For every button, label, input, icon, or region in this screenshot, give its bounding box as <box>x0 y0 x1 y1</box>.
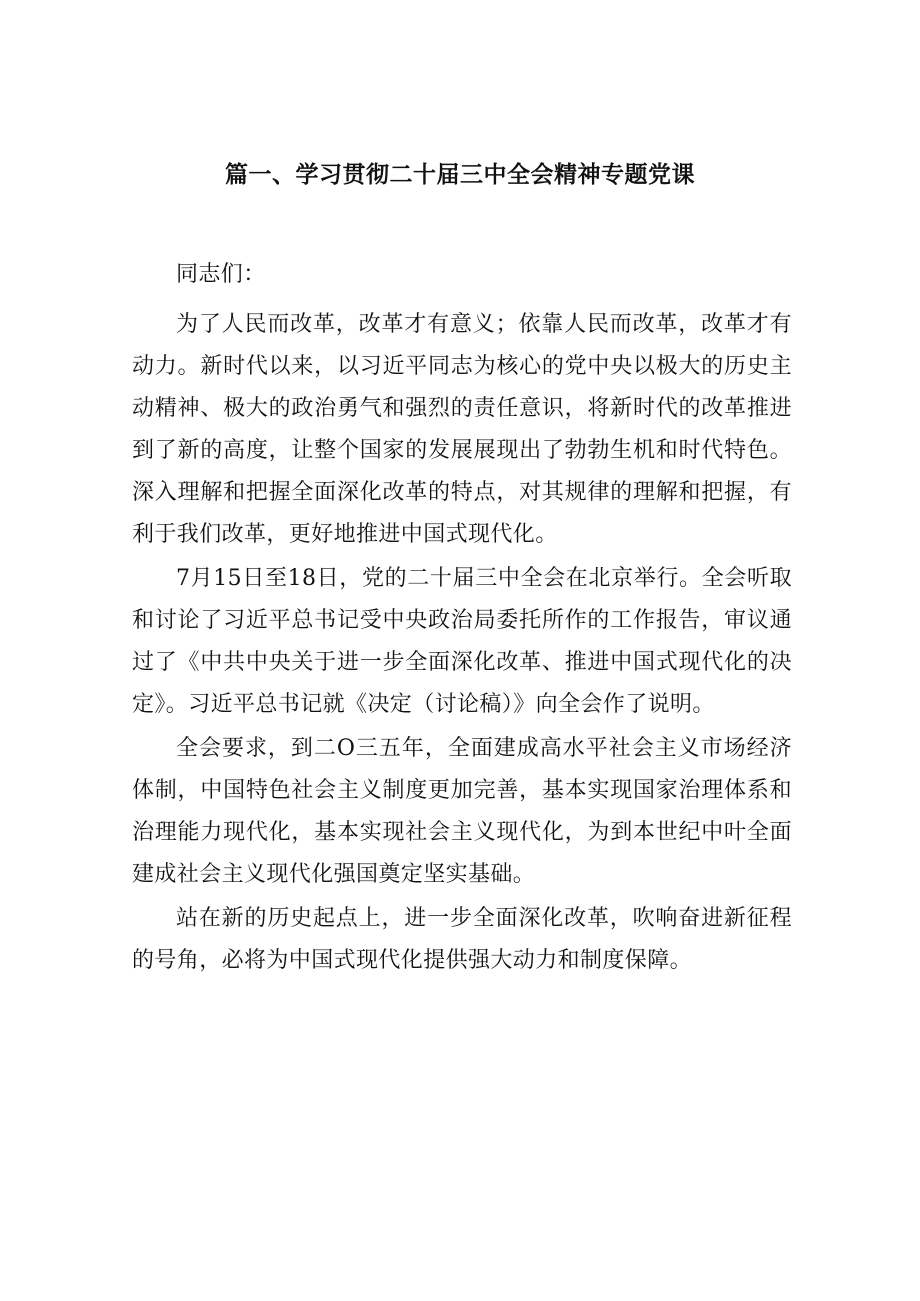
document-body <box>132 254 792 984</box>
paragraph: 为了人民而改革，改革才有意义；依靠人民而改革，改革才有动力。新时代以来，以习近平同志为核心的党中央以极大的历史主动精神、极大的政治勇气和强烈的责任意识，将新时代的改革推进到了新的高度，让整个国家的发展展现出了勃勃生机和时代特色。深入理解和把握全面深化改革的特点，对其规律的理解和把握，有利于我们改革，更好地推进中国式现代化。 <box>132 312 792 547</box>
salutation: 同志们： <box>176 262 266 287</box>
paragraph: 站在新的历史起点上，进一步全面深化改革，吹响奋进新征程的号角，必将为中国式现代化提供强大动力和制度保障。 <box>132 906 792 973</box>
paragraph: 7月15日至18日，党的二十届三中全会在北京举行。全会听取和讨论了习近平总书记受中央政治局委托所作的工作报告，审议通过了《中共中央关于进一步全面深化改革、推进中国式现代化的决定》。习近平总书记就《决定（讨论稿）》向全会作了说明。 <box>132 566 792 717</box>
paragraph: 全会要求，到二O三五年，全面建成高水平社会主义市场经济体制，中国特色社会主义制度更加完善，基本实现国家治理体系和治理能力现代化，基本实现社会主义现代化，为到本世纪中叶全面建成社会主义现代化强国奠定坚实基础。 <box>132 736 792 887</box>
document-title: 篇一、学习贯彻二十届三中全会精神专题党课 <box>225 162 695 188</box>
